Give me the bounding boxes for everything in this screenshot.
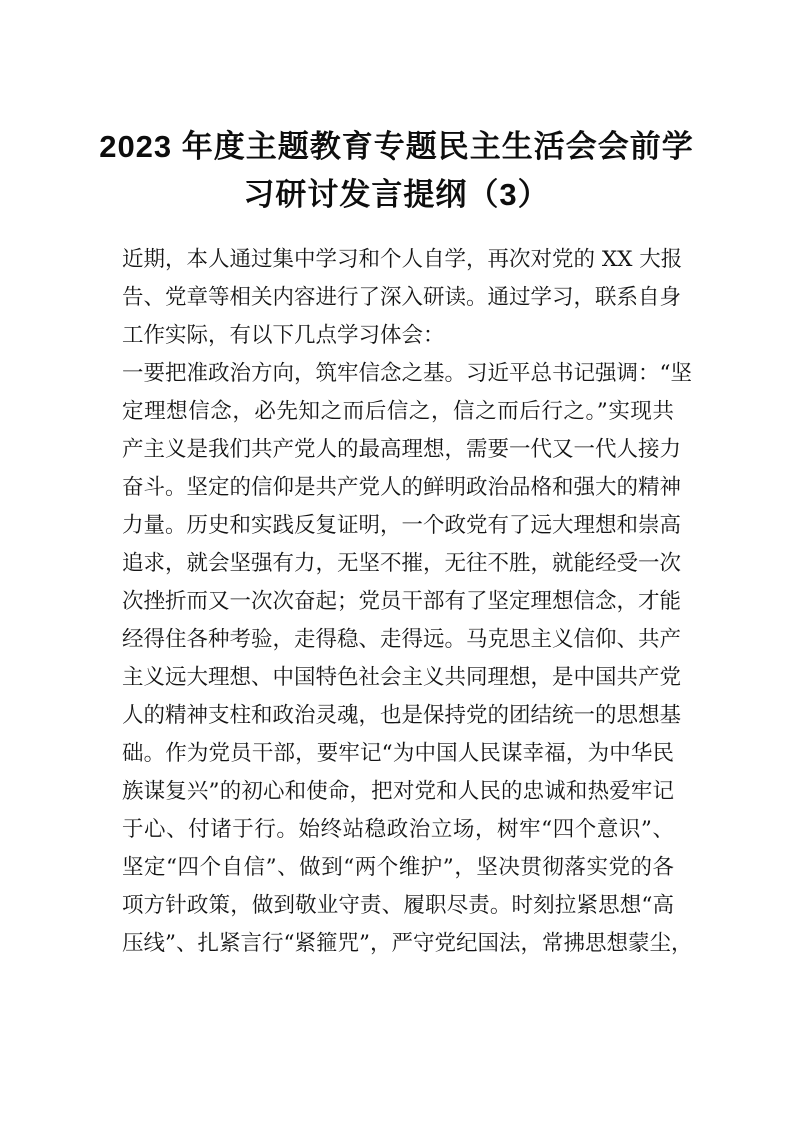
body-text-line: 主义远大理想、中国特色社会主义共同理想，是中国共产党: [122, 665, 682, 690]
body-text-line: 工作实际，有以下几点学习体会：: [122, 323, 445, 348]
body-text-line: 项方针政策，做到敬业守责、履职尽责。时刻拉紧思想“高: [122, 893, 674, 918]
body-text-line: 定理想信念，必先知之而后信之，信之而后行之。”实现共: [122, 399, 674, 424]
body-text-line: 于心、付诸于行。始终站稳政治立场，树牢“四个意识”、: [122, 817, 674, 842]
body-text-line: 近期，本人通过集中学习和个人自学，再次对党的 XX 大报: [122, 247, 683, 272]
body-text-line: 产主义是我们共产党人的最高理想，需要一代又一代人接力: [122, 437, 682, 462]
body-text-line: 人的精神支柱和政治灵魂，也是保持党的团结统一的思想基: [122, 703, 682, 728]
body-text-line: 族谋复兴”的初心和使命，把对党和人民的忠诚和热爱牢记: [122, 779, 674, 804]
body-text-line: 一要把准政治方向，筑牢信念之基。习近平总书记强调：“坚: [122, 361, 692, 386]
body-text-line: 压线”、扎紧言行“紧箍咒”，严守党纪国法，常拂思想蒙尘，: [122, 931, 693, 956]
body-text-line: 经得住各种考验，走得稳、走得远。马克思主义信仰、共产: [122, 627, 682, 652]
body-text-line: 次挫折而又一次次奋起；党员干部有了坚定理想信念，才能: [122, 589, 682, 614]
body-text-line: 力量。历史和实践反复证明，一个政党有了远大理想和崇高: [122, 513, 682, 538]
body-text-line: 追求，就会坚强有力，无坚不摧，无往不胜，就能经受一次: [122, 551, 682, 576]
body-text-line: 础。作为党员干部，要牢记“为中国人民谋幸福，为中华民: [122, 741, 674, 766]
body-text-line: 奋斗。坚定的信仰是共产党人的鲜明政治品格和强大的精神: [122, 475, 682, 500]
body-text-line: 坚定“四个自信”、做到“两个维护”，坚决贯彻落实党的各: [122, 855, 674, 880]
body-text-line: 告、党章等相关内容进行了深入研读。通过学习，联系自身: [122, 285, 682, 310]
document-title-line-1: 2023 年度主题教育专题民主生活会会前学: [99, 129, 694, 164]
document-title-line-2: 习研讨发言提纲（3）: [243, 177, 550, 212]
